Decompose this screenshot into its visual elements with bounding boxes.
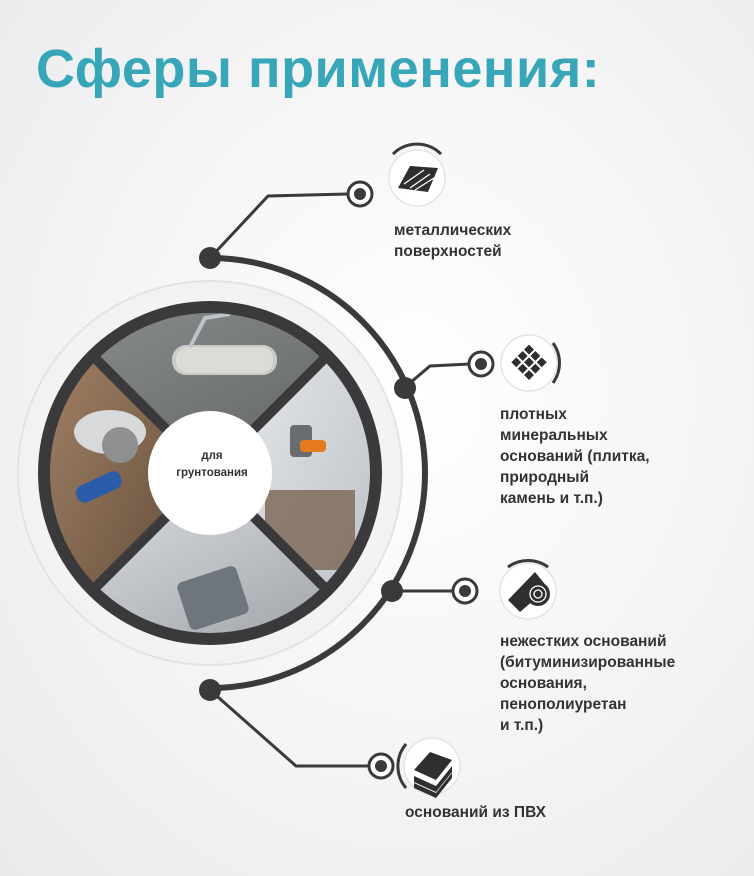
connector-line-4: [210, 690, 370, 766]
end-marker-2: [469, 352, 493, 376]
end-marker-1: [348, 182, 372, 206]
end-marker-3: [453, 579, 477, 603]
roll-icon: [500, 560, 556, 619]
metal-sheet-icon: [389, 144, 445, 206]
item-label-mineral: плотных минеральных оснований (плитка, природный камень и т.п.): [500, 406, 650, 507]
item-label-pvc: оснований из ПВХ: [405, 804, 547, 821]
page-title: Сферы применения:: [36, 39, 601, 99]
arc-node-3: [381, 580, 403, 602]
arc-node-1: [199, 247, 221, 269]
connector-line-1: [210, 194, 348, 258]
item-label-metal: металлических поверхностей: [394, 222, 512, 260]
pvc-sheets-icon: [398, 738, 460, 798]
end-marker-4: [369, 754, 393, 778]
tiles-icon: [501, 335, 560, 391]
center-label: для грунтования: [176, 450, 248, 479]
item-label-flexible: нежестких оснований (битуминизированные основания, пенополиуретан и т.п.): [500, 633, 676, 734]
arc-node-4: [199, 679, 221, 701]
arc-node-2: [394, 377, 416, 399]
